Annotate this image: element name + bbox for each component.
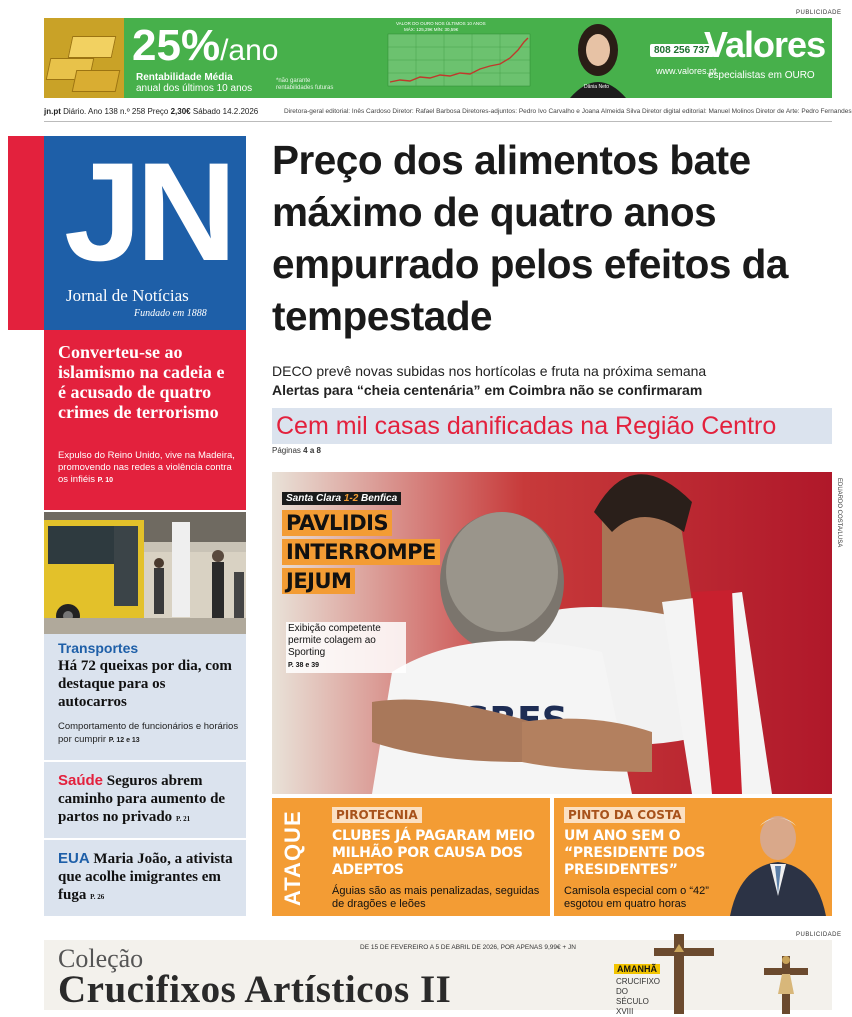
chart-title: VALOR DO OURO NOS ÚLTIMOS 10 ANOS: [396, 21, 486, 26]
logo-red-strip: [8, 136, 44, 330]
story-title: Seguros abrem caminho para aumento de partos no privado: [58, 773, 226, 825]
pinto-da-costa-photo: [720, 806, 830, 916]
chart-subtitle: MÁX: 125,29€ MÍN: 30,59€: [404, 27, 459, 32]
ad-dates: DE 15 DE FEVEREIRO A 5 DE ABRIL DE 2026, POR APENAS 9,99€ + JN: [360, 944, 576, 951]
story-title: Converteu-se ao islamismo na cadeia e é acusado de quatro crimes de terrorismo: [58, 342, 225, 422]
story-usa[interactable]: [44, 840, 246, 916]
crucifix-icon: [664, 934, 824, 1014]
ad-tomorrow-badge: AMANHÃ: [614, 964, 660, 974]
story-description: Expulso do Reino Unido, vive na Madeira, promovendo nas redes a violência contra os infiéis P. 10: [58, 450, 235, 485]
staff-credits: Diretora-geral editorial: Inês Cardoso Diretor: Rafael Barbosa Diretores-adjuntos: Pedro Ivo Carvalho e Joana Almeida Silva Diretor digital editorial: Manuel Molinos Diretor de Arte: Pedro Fernandes: [284, 108, 852, 115]
sport-headline: PAVLIDIS INTERROMPE JEJUM: [282, 510, 432, 597]
main-subheading-bold: Alertas para “cheia centenária” em Coimbra não se confirmaram: [272, 382, 703, 398]
story-kicker: EUA: [58, 850, 90, 867]
match-score: Santa Clara 1-2 Benfica: [282, 492, 401, 505]
sport-story[interactable]: [272, 472, 832, 794]
page-ref: P. 26: [90, 893, 105, 901]
main-page-ref: Páginas 4 a 8: [272, 446, 321, 455]
ad-collection: Coleção: [58, 944, 144, 973]
story-description: Águias são as mais penalizadas, seguidas de dragões e leões: [332, 885, 540, 910]
ad-brand: Valores: [704, 24, 826, 65]
story-kicker: Saúde: [58, 772, 104, 789]
main-headline[interactable]: Preço dos alimentos bate máximo de quatro anos empurrado pelos efeitos da tempestade: [272, 137, 788, 339]
page-ref: P. 21: [175, 815, 191, 823]
logo-name: Jornal de Notícias: [66, 286, 189, 305]
ad-phone[interactable]: 808 256 737: [650, 44, 714, 57]
ataque-section: [272, 798, 832, 916]
price: 2,30€: [170, 107, 191, 116]
top-advertisement[interactable]: [44, 18, 832, 98]
centro-banner[interactable]: Cem mil casas danificadas na Região Centro: [272, 408, 832, 444]
story-terrorism[interactable]: [44, 330, 246, 510]
page-ref: P. 12 e 13: [108, 737, 140, 744]
section-label: ATAQUE: [280, 810, 305, 906]
story-title: UM ANO SEM O “PRESIDENTE DOS PRESIDENTES”: [564, 828, 706, 878]
gold-bars-image: [44, 18, 124, 98]
story-transport[interactable]: [44, 512, 246, 760]
ad-disclaimer: *não garante rentabilidades futuras: [276, 78, 334, 91]
main-subheading: DECO prevê novas subidas nos hortícolas e fruta na próxima semana: [272, 363, 707, 379]
logo-letters: JN: [64, 133, 231, 290]
story-pinto-da-costa[interactable]: [564, 806, 736, 911]
story-title: Há 72 queixas por dia, com destaque para os autocarros: [58, 658, 232, 710]
issue-info: Diário. Ano 138 n.º 258: [63, 107, 146, 116]
ad-title: Crucifixos Artísticos II: [58, 968, 452, 1011]
story-pyrotechnics[interactable]: [332, 806, 546, 911]
story-health[interactable]: [44, 762, 246, 838]
logo-founded: Fundado em 1888: [134, 308, 207, 319]
story-title: CLUBES JÁ PAGARAM MEIO MILHÃO POR CAUSA DOS ADEPTOS: [332, 828, 535, 878]
bottom-ad-label: PUBLICIDADE: [796, 932, 842, 938]
ad-rate: 25%/ano: [132, 21, 279, 70]
spokesperson-photo: [536, 18, 646, 98]
issue-date: Sábado 14.2.2026: [192, 107, 259, 116]
divider: [550, 798, 554, 916]
bus-station-photo: [44, 512, 246, 634]
page-ref: P. 10: [97, 477, 114, 484]
spokesperson-name: Dânia Neto: [584, 84, 610, 90]
gold-price-chart: [366, 20, 534, 96]
masthead-bar: [44, 106, 852, 122]
sport-description: Exibição competente permite colagem ao Sporting P. 38 e 39: [286, 622, 406, 673]
story-description: Comportamento de funcionários e horários por cumprir P. 12 e 13: [58, 721, 239, 745]
story-title: Maria João, a ativista que acolhe imigrantes em fuga: [58, 851, 233, 903]
page-ref: P. 38 e 39: [288, 662, 320, 669]
photo-credit: EDUARDO COSTA/LUSA: [836, 478, 842, 548]
site-link[interactable]: jn.pt: [44, 107, 61, 116]
top-ad-label: PUBLICIDADE: [796, 10, 842, 16]
story-kicker: Transportes: [58, 640, 139, 656]
ad-brand-subtitle: especialistas em OURO: [708, 70, 815, 81]
price-label: Preço: [147, 107, 169, 116]
story-description: Camisola especial com o “42” esgotou em quatro horas: [564, 885, 709, 910]
newspaper-logo[interactable]: [8, 133, 246, 330]
bottom-advertisement[interactable]: [44, 940, 832, 1016]
ad-website[interactable]: www.valores.pt: [656, 66, 717, 76]
story-kicker: PIROTECNIA: [332, 807, 422, 823]
ad-tomorrow-description: CRUCIFIXO DO SÉCULO XVIII: [616, 977, 660, 1016]
story-kicker: PINTO DA COSTA: [564, 807, 685, 823]
ad-rate-subtitle: Rentabilidade Média anual dos últimos 10 anos: [136, 72, 253, 94]
